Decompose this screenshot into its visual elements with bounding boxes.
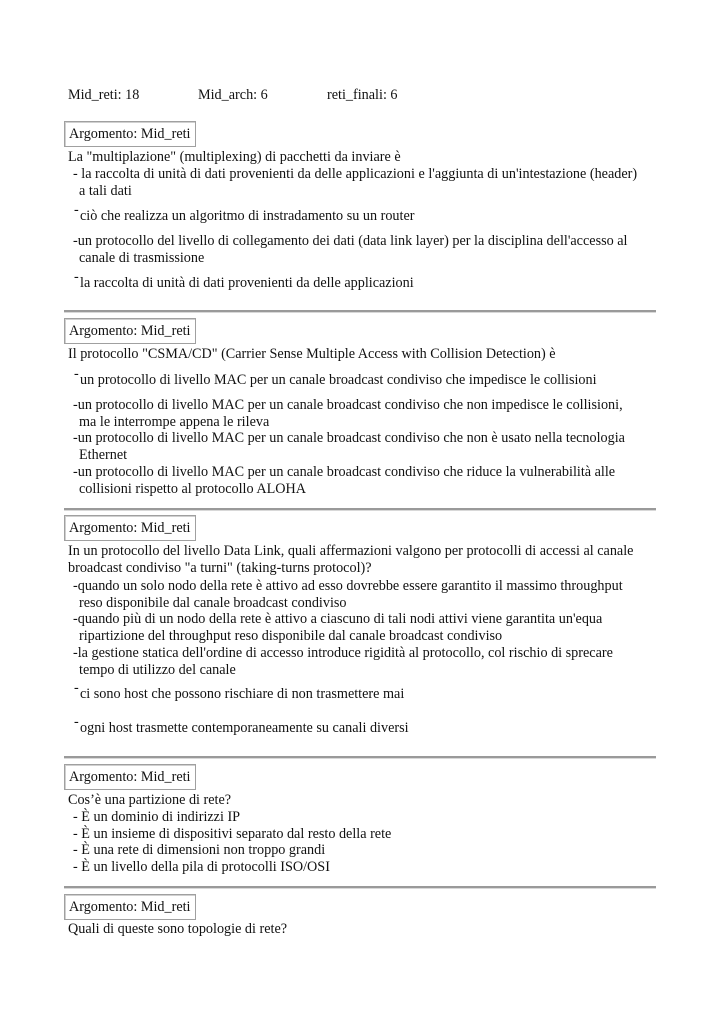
topic-tag: Argomento: Mid_reti: [64, 764, 196, 790]
answer-option: -un protocollo di livello MAC per un canale broadcast condiviso che riduce la vulnerabilità alle: [73, 464, 616, 480]
answer-option-continuation: ripartizione del throughput reso disponibile dal canale broadcast condiviso: [79, 628, 503, 644]
answer-option-continuation: ma le interrompe appena le rileva: [79, 414, 270, 430]
answer-option: - ci sono host che possono rischiare di non trasmettere mai: [74, 680, 405, 702]
topic-tag: Argomento: Mid_reti: [64, 515, 196, 541]
topic-tag: Argomento: Mid_reti: [64, 318, 196, 344]
answer-option: - È una rete di dimensioni non troppo grandi: [73, 842, 326, 858]
question-text: La "multiplazione" (multiplexing) di pacchetti da inviare è: [68, 149, 401, 165]
dash-marker: -: [74, 366, 79, 382]
answer-option-continuation: a tali dati: [79, 183, 132, 199]
question-text: Cos’è una partizione di rete?: [68, 792, 232, 808]
answer-option-continuation: collisioni rispetto al protocollo ALOHA: [79, 481, 306, 497]
answer-option: - È un dominio di indirizzi IP: [73, 809, 241, 825]
topic-tag: Argomento: Mid_reti: [64, 121, 196, 147]
answer-option: -un protocollo di livello MAC per un canale broadcast condiviso che non è usato nella tecnologia: [73, 430, 625, 446]
separator: [64, 886, 656, 889]
answer-option-continuation: canale di trasmissione: [79, 250, 205, 266]
separator: [64, 756, 656, 759]
answer-option: -un protocollo di livello MAC per un canale broadcast condiviso che non impedisce le collisioni,: [73, 397, 623, 413]
answer-option: -la gestione statica dell'ordine di accesso introduce rigidità al protocollo, col rischio di sprecare: [73, 645, 613, 661]
dash-marker: -: [74, 269, 79, 285]
separator: [64, 310, 656, 313]
answer-option: -quando più di un nodo della rete è attivo a ciascuno di tali nodi attivi viene garantita un'equa: [73, 611, 603, 627]
stat-reti-finali: reti_finali: 6: [327, 87, 398, 103]
answer-option: - un protocollo di livello MAC per un canale broadcast condiviso che impedisce le collisioni: [74, 366, 597, 388]
answer-option-continuation: Ethernet: [79, 447, 128, 463]
stat-mid-arch: Mid_arch: 6: [198, 87, 268, 103]
dash-marker: -: [74, 714, 79, 730]
question-text: Quali di queste sono topologie di rete?: [68, 921, 288, 937]
answer-option: - È un livello della pila di protocolli ISO/OSI: [73, 859, 330, 875]
answer-option-continuation: tempo di utilizzo del canale: [79, 662, 236, 678]
answer-option: - la raccolta di unità di dati provenienti da delle applicazioni: [74, 269, 414, 291]
answer-option: - la raccolta di unità di dati provenienti da delle applicazioni e l'aggiunta di un'intestazione (header): [73, 166, 638, 182]
topic-tag: Argomento: Mid_reti: [64, 894, 196, 920]
answer-option: -quando un solo nodo della rete è attivo ad esso dovrebbe essere garantito il massimo throughput: [73, 578, 623, 594]
dash-marker: -: [74, 680, 79, 696]
question-text: In un protocollo del livello Data Link, quali affermazioni valgono per protocolli di accessi al canale: [68, 543, 634, 559]
answer-option: - ciò che realizza un algoritmo di instradamento su un router: [74, 202, 415, 224]
dash-marker: -: [74, 202, 79, 218]
question-text: Il protocollo "CSMA/CD" (Carrier Sense Multiple Access with Collision Detection) è: [68, 346, 556, 362]
answer-option: - È un insieme di dispositivi separato dal resto della rete: [73, 826, 392, 842]
answer-option: - ogni host trasmette contemporaneamente su canali diversi: [74, 714, 409, 736]
answer-option-continuation: reso disponibile dal canale broadcast condiviso: [79, 595, 347, 611]
stat-mid-reti: Mid_reti: 18: [68, 87, 140, 103]
separator: [64, 508, 656, 511]
question-text-continuation: broadcast condiviso "a turni" (taking-turns protocol)?: [68, 560, 372, 576]
answer-option: -un protocollo del livello di collegamento dei dati (data link layer) per la disciplina dell'accesso al: [73, 233, 628, 249]
